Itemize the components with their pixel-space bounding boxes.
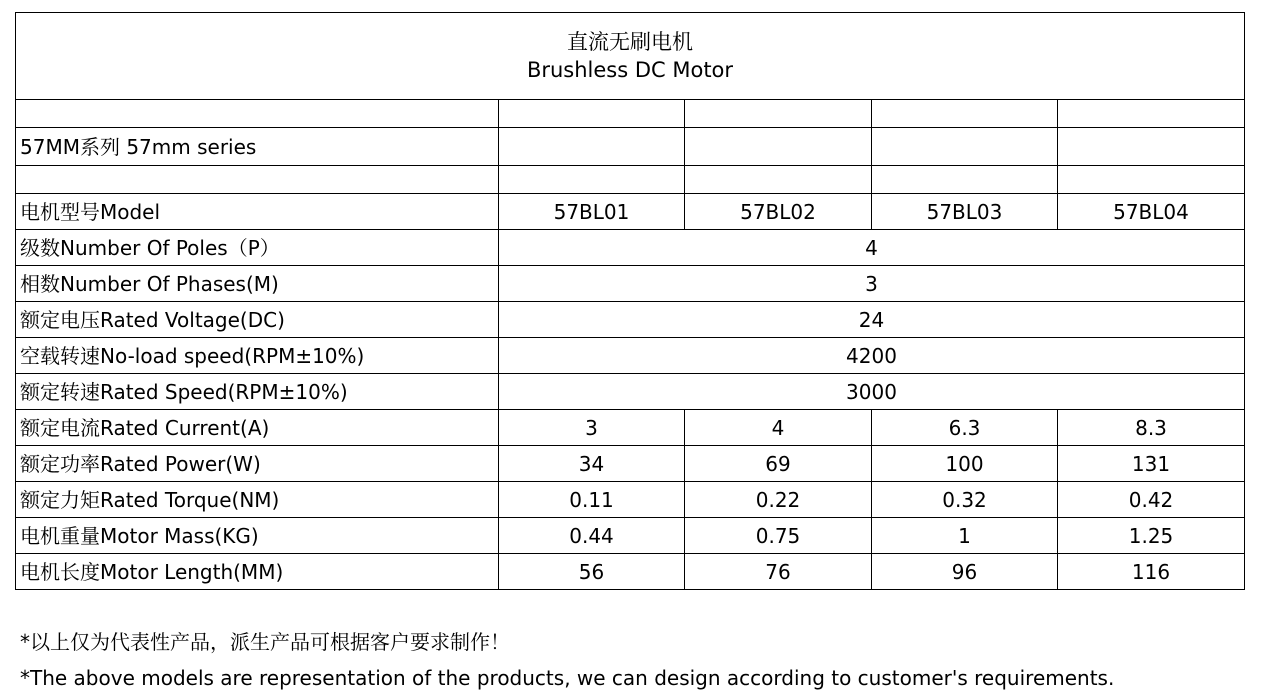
empty-cell [1058,128,1245,166]
row-label: 电机长度Motor Length(MM) [16,554,499,590]
cell-value: 6.3 [872,410,1058,446]
model-header-label: 电机型号Model [16,194,499,230]
spacer-row [16,100,1245,128]
empty-cell [685,100,872,128]
cell-value: 0.22 [685,482,872,518]
empty-cell [872,100,1058,128]
empty-cell [499,100,685,128]
cell-value: 0.32 [872,482,1058,518]
footnote-zh: *以上仅为代表性产品，派生产品可根据客户要求制作！ [20,630,510,654]
cell-value: 76 [685,554,872,590]
spec-row-rated-torque [16,482,1245,518]
empty-cell [16,100,499,128]
empty-cell [1058,100,1245,128]
model-name: 57BL01 [499,194,685,230]
cell-value: 131 [1058,446,1245,482]
title-zh: 直流无刷电机 [567,30,693,54]
row-label: 额定转速Rated Speed(RPM±10%) [16,374,499,410]
cell-value: 56 [499,554,685,590]
footnotes [20,624,1114,696]
cell-value: 1.25 [1058,518,1245,554]
empty-cell [872,166,1058,194]
empty-cell [499,166,685,194]
model-header-row [16,194,1245,230]
shared-value: 3000 [499,374,1245,410]
spacer-row [16,166,1245,194]
row-label: 额定电压Rated Voltage(DC) [16,302,499,338]
empty-cell [499,128,685,166]
cell-value: 69 [685,446,872,482]
row-label: 空载转速No-load speed(RPM±10%) [16,338,499,374]
row-label: 额定电流Rated Current(A) [16,410,499,446]
series-row [16,128,1245,166]
spec-row-rated-current [16,410,1245,446]
title-row [16,13,1245,100]
spec-row-motor-length [16,554,1245,590]
shared-value: 3 [499,266,1245,302]
row-label: 额定力矩Rated Torque(NM) [16,482,499,518]
cell-value: 34 [499,446,685,482]
cell-value: 8.3 [1058,410,1245,446]
row-label: 电机重量Motor Mass(KG) [16,518,499,554]
row-label: 相数Number Of Phases(M) [16,266,499,302]
shared-value: 4 [499,230,1245,266]
title-en: Brushless DC Motor [526,58,734,82]
empty-cell [685,166,872,194]
cell-value: 0.44 [499,518,685,554]
cell-value: 1 [872,518,1058,554]
spec-table [15,12,1245,590]
empty-cell [872,128,1058,166]
model-name: 57BL03 [872,194,1058,230]
model-name: 57BL02 [685,194,872,230]
spec-row-rated-power [16,446,1245,482]
cell-value: 0.75 [685,518,872,554]
spec-row-rated-speed [16,374,1245,410]
cell-value: 100 [872,446,1058,482]
series-label: 57MM系列 57mm series [16,128,499,166]
cell-value: 96 [872,554,1058,590]
empty-cell [685,128,872,166]
spec-row-rated-voltage [16,302,1245,338]
row-label: 额定功率Rated Power(W) [16,446,499,482]
cell-value: 0.42 [1058,482,1245,518]
spec-row-phases [16,266,1245,302]
shared-value: 24 [499,302,1245,338]
empty-cell [1058,166,1245,194]
table-title [16,13,1245,100]
footnote-en: *The above models are representation of the products, we can design according to customer's requirements. [20,666,1115,690]
shared-value: 4200 [499,338,1245,374]
model-name: 57BL04 [1058,194,1245,230]
spec-row-noload-speed [16,338,1245,374]
cell-value: 4 [685,410,872,446]
empty-cell [16,166,499,194]
cell-value: 116 [1058,554,1245,590]
cell-value: 3 [499,410,685,446]
cell-value: 0.11 [499,482,685,518]
spec-row-poles [16,230,1245,266]
row-label: 级数Number Of Poles（P） [16,230,499,266]
spec-row-motor-mass [16,518,1245,554]
